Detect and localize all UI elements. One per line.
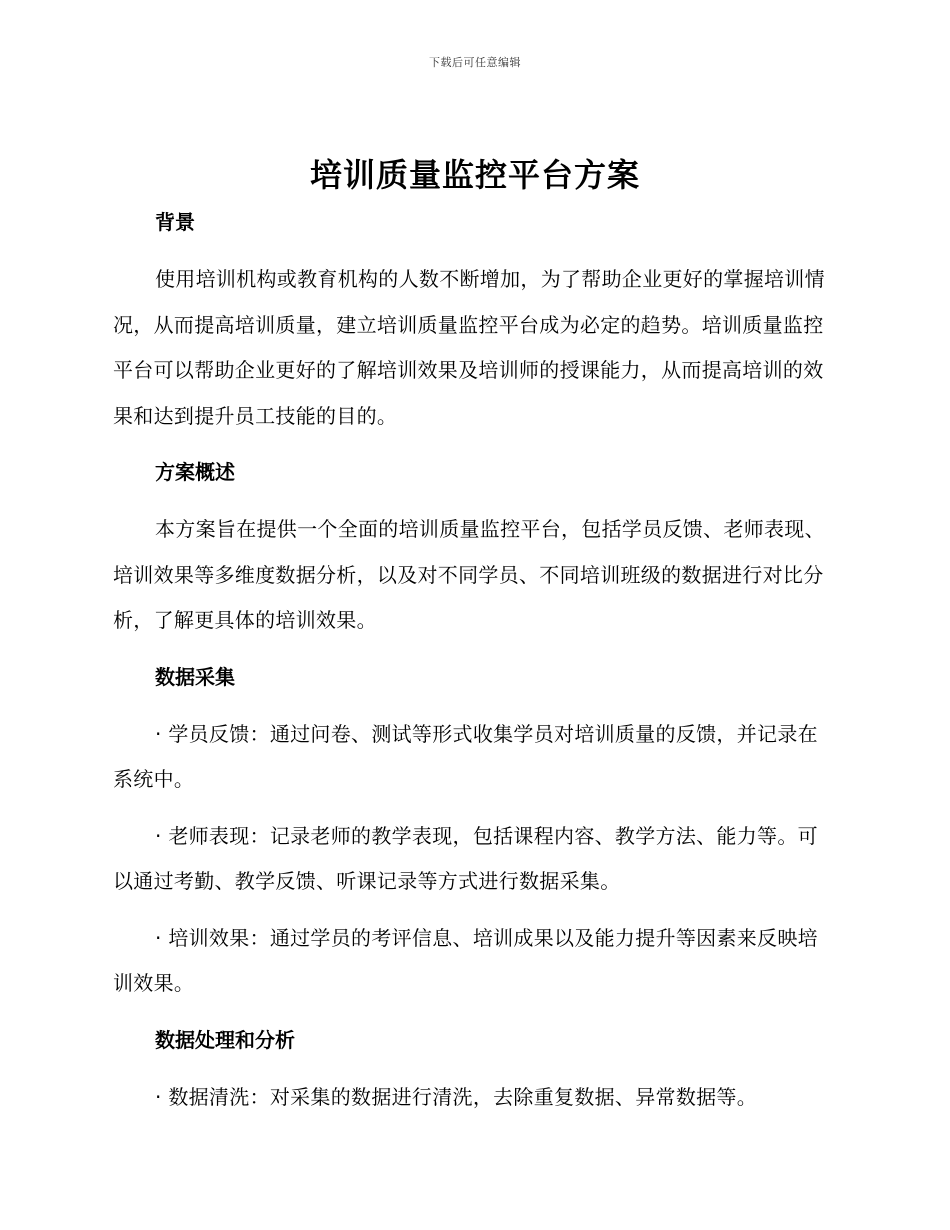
collection-item-training-effect: · 培训效果：通过学员的考评信息、培训成果以及能力提升等因素来反映培训效果。 [113,925,818,995]
page-header-note: 下载后可任意编辑 [429,56,521,69]
section-heading-background: 背景 [155,210,195,234]
collection-item-student-feedback: · 学员反馈：通过问卷、测试等形式收集学员对培训质量的反馈，并记录在系统中。 [113,721,818,791]
overview-paragraph: 本方案旨在提供一个全面的培训质量监控平台，包括学员反馈、老师表现、培训效果等多维度数据分析，以及对不同学员、不同培训班级的数据进行对比分析，了解更具体的培训效果。 [113,517,825,632]
document-title: 培训质量监控平台方案 [309,156,640,194]
background-paragraph: 使用培训机构或教育机构的人数不断增加，为了帮助企业更好的掌握培训情况，从而提高培训质量，建立培训质量监控平台成为必定的趋势。培训质量监控平台可以帮助企业更好的了解培训效果及培训师的授课能力，从而提高培训的效果和达到提升员工技能的目的。 [113,267,825,428]
section-heading-data-processing: 数据处理和分析 [155,1027,295,1052]
section-heading-overview: 方案概述 [155,460,235,484]
processing-item-data-cleaning: · 数据清洗：对采集的数据进行清洗，去除重复数据、异常数据等。 [155,1084,758,1109]
section-heading-data-collection: 数据采集 [155,664,235,689]
document-body [113,205,833,1120]
collection-item-teacher-performance: · 老师表现：记录老师的教学表现，包括课程内容、教学方法、能力等。可以通过考勤、教学反馈、听课记录等方式进行数据采集。 [113,823,818,893]
